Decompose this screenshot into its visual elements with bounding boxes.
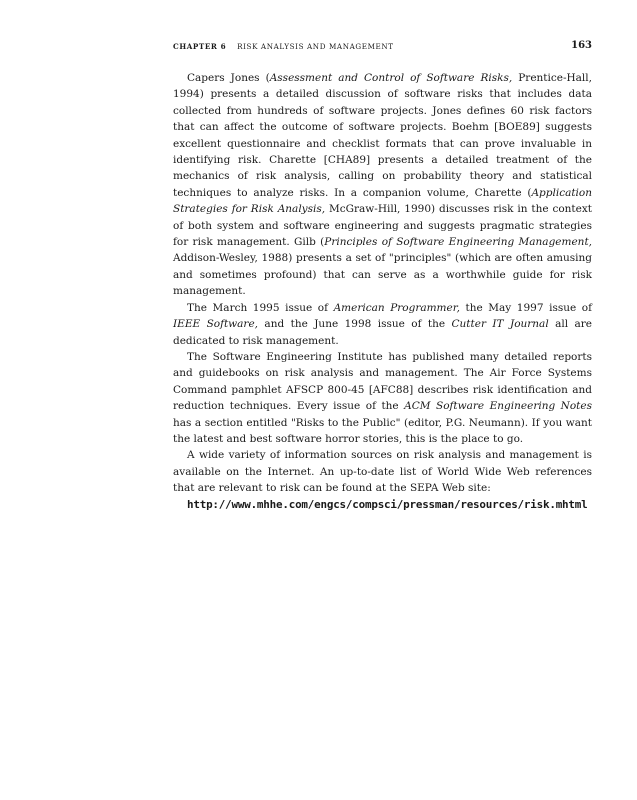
publication-title: ACM Software Engineering Notes xyxy=(404,400,593,413)
paragraph-further-reading-1: Capers Jones (Assessment and Control of Software Risks, Prentice-Hall, 1994) presents a detailed discussion of software risks that includes data collected from hundreds of software projects. Jones defines 60 risk factors that can affect the outcome of software projects. Boehm [BOE89] suggests excellent questionnaire and checklist formats that can prove invaluable in identifying risk. Charette [CHA89] presents a detailed treatment of the mechanics of risk analysis, calling on probability theory and statistical techniques to analyze risks. In a companion volume, Charette (Application Strategies for Risk Analysis, McGraw-Hill, 1990) discusses risk in the context of both system and software engineering and suggests pragmatic strategies for risk management. Gilb (Principles of Software Engineering Management, Addison-Wesley, 1988) presents a set of "principles" (which are often amusing and sometimes profound) that can serve as a worthwhile guide for risk management. xyxy=(173,72,593,298)
sepa-web-link[interactable]: http://www.mhhe.com/engcs/compsci/pressman/resources/risk.mhtml xyxy=(187,497,588,511)
paragraph-further-reading-4: A wide variety of information sources on risk analysis and management is available on the Internet. An up-to-date list of World Wide Web references that are relevant to risk can be found at the SEPA Web site: xyxy=(173,449,592,495)
publication-title: American Programmer, xyxy=(333,301,460,314)
paragraph-further-reading-2: The March 1995 issue of American Programmer, the May 1997 issue of IEEE Software, and the June 1998 issue of the Cutter IT Journal all are dedicated to risk management. xyxy=(173,301,593,347)
section-title: RISK ANALYSIS AND MANAGEMENT xyxy=(237,42,394,51)
book-title: Assessment and Control of Software Risks, xyxy=(269,72,513,84)
book-title: Principles of Software Engineering Management, xyxy=(324,236,592,249)
chapter-label: CHAPTER 6 xyxy=(173,42,227,51)
paragraph-further-reading-3: The Software Engineering Institute has published many detailed reports and guidebooks on risk analysis and management. The Air Force Systems Command pamphlet AFSCP 800-45 [AFC88] describes risk identification and reduction techniques. Every issue of the ACM Software Engineering Notes has a section entitled "Risks to the Public" (editor, P.G. Neumann). If you want the latest and best software horror stories, this is the place to go. xyxy=(173,350,593,445)
body-text xyxy=(173,70,592,513)
publication-title: Cutter IT Journal xyxy=(451,318,549,331)
publication-title: IEEE Software, xyxy=(173,318,259,331)
book-title: Application Strategies for Risk Analysis, xyxy=(173,186,592,216)
running-header xyxy=(173,42,592,54)
page-number: 163 xyxy=(571,40,592,51)
